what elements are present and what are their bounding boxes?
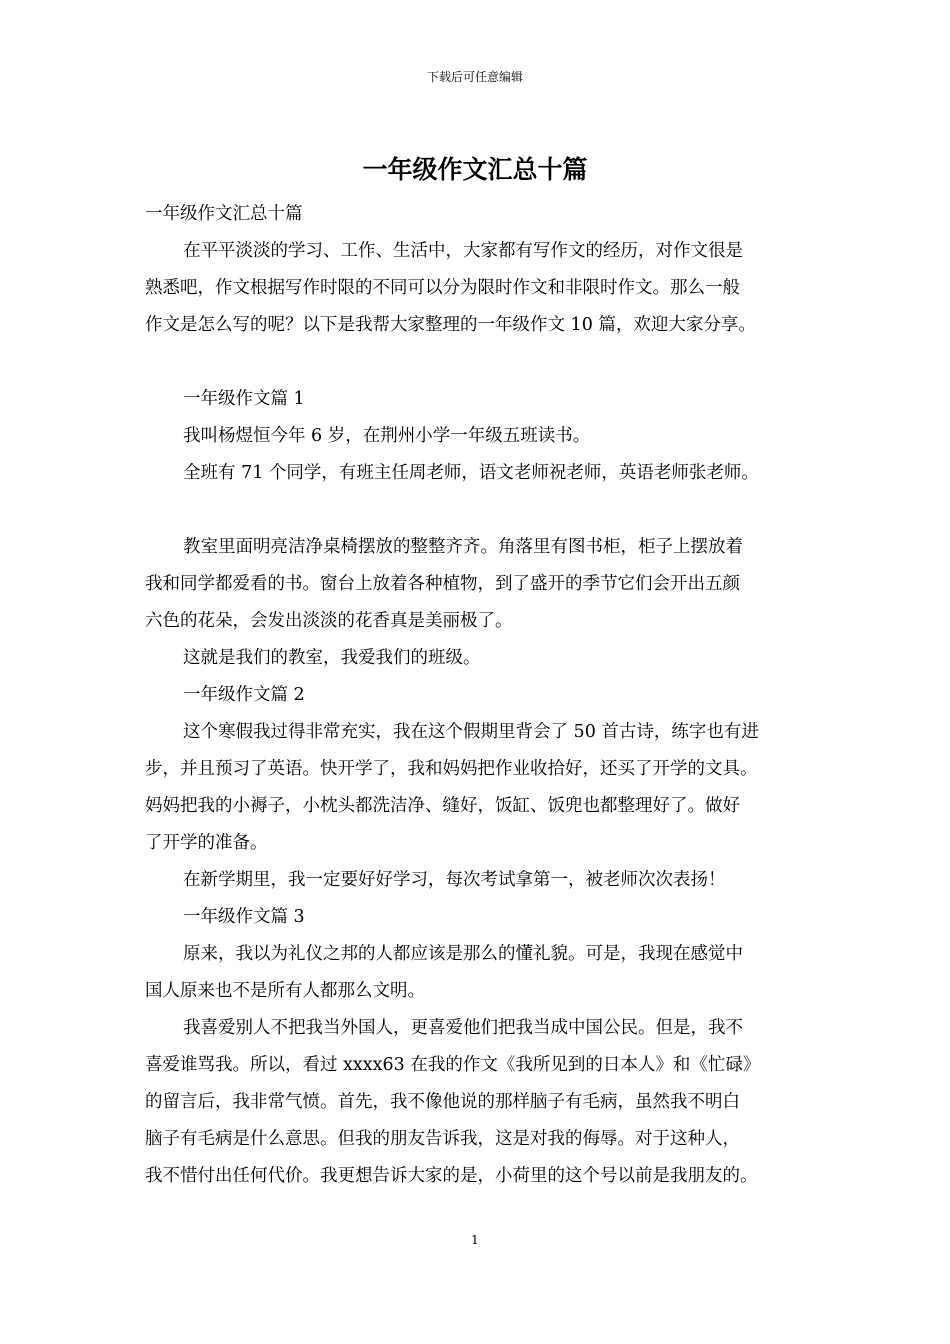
subtitle-line: 一年级作文汇总十篇 — [145, 204, 303, 224]
paragraph-line: 我叫杨煜恒今年 6 岁，在荆州小学一年级五班读书。 — [183, 426, 591, 446]
paragraph-line: 国人原来也不是所有人都那么文明。 — [145, 981, 425, 1001]
paragraph-line: 这就是我们的教室，我爱我们的班级。 — [183, 648, 481, 668]
paragraph-line: 在平平淡淡的学习、工作、生活中，大家都有写作文的经历，对作文很是 — [183, 241, 743, 261]
paragraph-line: 我喜爱别人不把我当外国人，更喜爱他们把我当成中国公民。但是，我不 — [183, 1018, 743, 1038]
section-heading: 一年级作文篇 3 — [183, 907, 305, 927]
paragraph-line: 六色的花朵，会发出淡淡的花香真是美丽极了。 — [145, 611, 513, 631]
paragraph-line: 教室里面明亮洁净桌椅摆放的整整齐齐。角落里有图书柜，柜子上摆放着 — [183, 537, 743, 557]
paragraph-line: 原来，我以为礼仪之邦的人都应该是那么的懂礼貌。可是，我现在感觉中 — [183, 944, 743, 964]
paragraph-line: 喜爱谁骂我。所以，看过 xxxx63 在我的作文《我所见到的日本人》和《忙碌》 — [145, 1055, 761, 1075]
paragraph-line: 我不惜付出任何代价。我更想告诉大家的是，小荷里的这个号以前是我朋友的。 — [145, 1166, 758, 1186]
page-number: 1 — [471, 1233, 479, 1247]
paragraph-line: 的留言后，我非常气愤。首先，我不像他说的那样脑子有毛病，虽然我不明白 — [145, 1092, 740, 1112]
paragraph-line: 作文是怎么写的呢？以下是我帮大家整理的一年级作文 10 篇，欢迎大家分享。 — [145, 315, 756, 335]
header-note: 下载后可任意编辑 — [426, 70, 523, 84]
paragraph-line: 熟悉吧，作文根据写作时限的不同可以分为限时作文和非限时作文。那么一般 — [145, 278, 740, 298]
paragraph-line: 我和同学都爱看的书。窗台上放着各种植物，到了盛开的季节它们会开出五颜 — [145, 574, 740, 594]
paragraph-line: 了开学的准备。 — [145, 833, 268, 853]
paragraph-line: 全班有 71 个同学，有班主任周老师，语文老师祝老师，英语老师张老师。 — [183, 463, 759, 483]
document-title: 一年级作文汇总十篇 — [362, 155, 588, 184]
section-heading: 一年级作文篇 2 — [183, 685, 305, 705]
blank-line — [145, 344, 810, 381]
paragraph-line: 脑子有毛病是什么意思。但我的朋友告诉我，这是对我的侮辱。对于这种人， — [145, 1129, 740, 1149]
document-body — [145, 196, 810, 1195]
paragraph-line: 妈妈把我的小褥子，小枕头都洗洁净、缝好，饭缸、饭兜也都整理好了。做好 — [145, 796, 740, 816]
paragraph-line: 这个寒假我过得非常充实，我在这个假期里背会了 50 首古诗，练字也有进 — [183, 722, 759, 742]
paragraph-line: 在新学期里，我一定要好好学习，每次考试拿第一，被老师次次表扬！ — [183, 870, 726, 890]
section-heading: 一年级作文篇 1 — [183, 389, 305, 409]
paragraph-line: 步，并且预习了英语。快开学了，我和妈妈把作业收拾好，还买了开学的文具。 — [145, 759, 758, 779]
blank-line — [145, 492, 810, 529]
